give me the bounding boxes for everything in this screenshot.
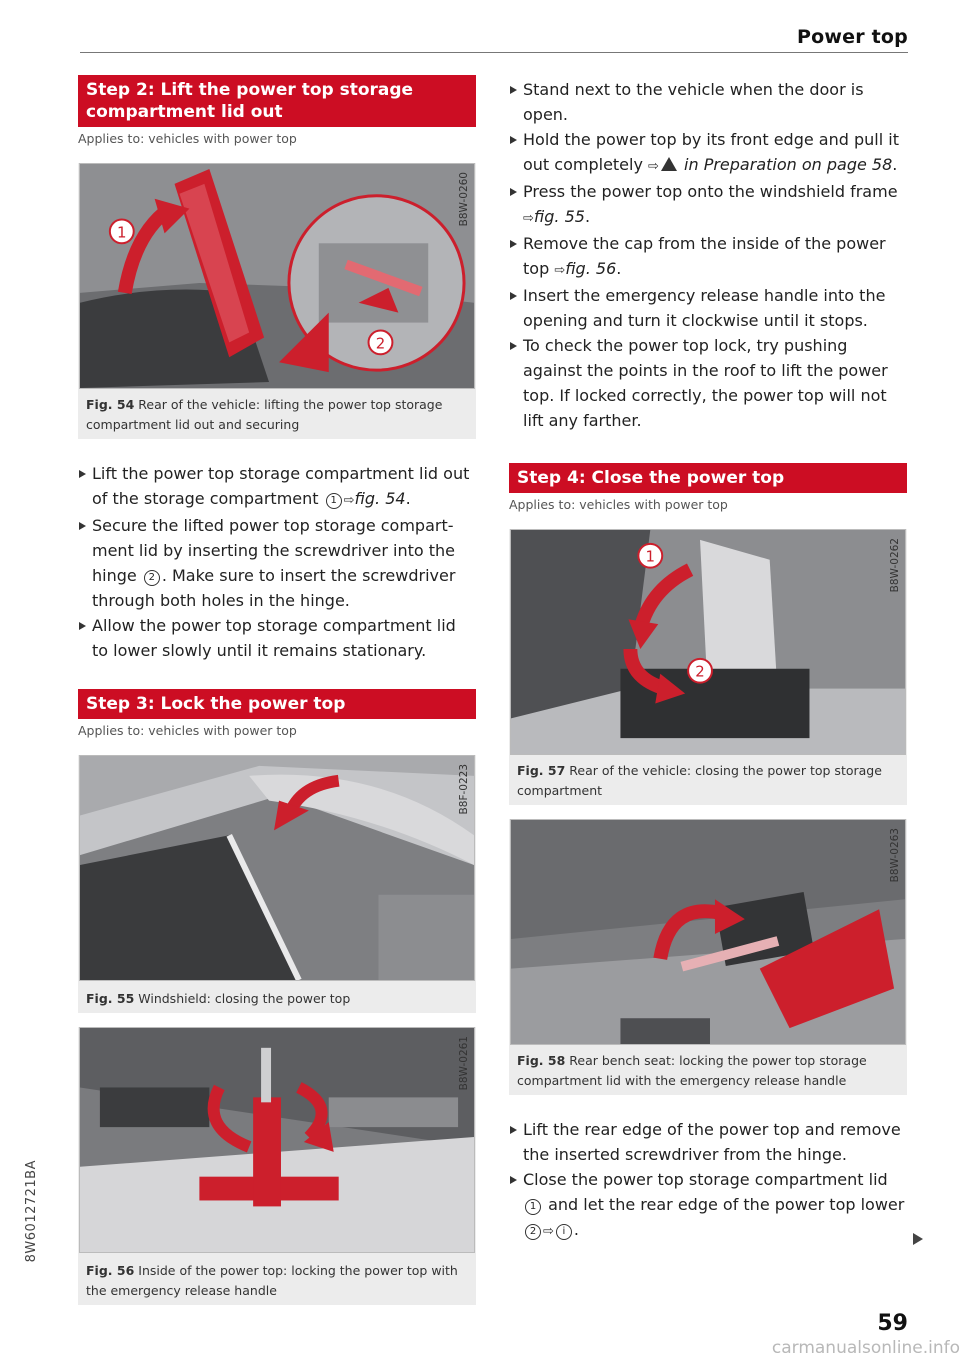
left-column bbox=[78, 75, 476, 1305]
list-item: Secure the lifted power top storage compart-ment lid by inserting the screwdriver into the hinge 2 . Make sure to insert the screwdriver through both holes in the hinge. bbox=[78, 513, 476, 613]
list-item: Lift the rear edge of the power top and remove the inserted screwdriver from the hinge. bbox=[509, 1117, 907, 1167]
callout-2-fig54: 2 bbox=[375, 334, 386, 353]
figure-56-caption bbox=[78, 1253, 476, 1305]
figure-58 bbox=[509, 819, 907, 1095]
step4-bullets bbox=[509, 1117, 907, 1244]
figure-58-label: Fig. 58 bbox=[517, 1053, 566, 1068]
figure-55 bbox=[78, 755, 476, 1013]
figure-57-label: Fig. 57 bbox=[517, 763, 566, 778]
reference-arrow-icon: ⇨ bbox=[523, 211, 534, 226]
figure-56 bbox=[78, 1027, 476, 1305]
figure-link[interactable]: fig. 56 bbox=[565, 259, 617, 278]
page-header-title: Power top bbox=[797, 26, 908, 48]
header-divider bbox=[80, 52, 908, 53]
figure-54-image bbox=[79, 163, 475, 389]
reference-arrow-icon: ⇨ bbox=[543, 1224, 554, 1239]
figure-54-label: Fig. 54 bbox=[86, 397, 135, 412]
step3-applies: Applies to: vehicles with power top bbox=[78, 723, 297, 738]
callout-ref-2: 2 bbox=[525, 1224, 541, 1240]
figure-57-caption bbox=[509, 755, 907, 805]
step4-applies: Applies to: vehicles with power top bbox=[509, 497, 728, 512]
list-item: Close the power top storage compartment lid 1 and let the rear edge of the power top lower 2 ⇨ i . bbox=[509, 1167, 907, 1244]
step2-applies: Applies to: vehicles with power top bbox=[78, 131, 297, 146]
list-item: To check the power top lock, try pushing against the points in the roof to lift the power top. If locked correctly, the power top will not lift any farther. bbox=[509, 333, 907, 433]
figure-54-code: B8W-0260 bbox=[458, 172, 470, 227]
list-item: Insert the emergency release handle into the opening and turn it clockwise until it stops. bbox=[509, 283, 907, 333]
figure-58-code: B8W-0263 bbox=[889, 828, 901, 883]
warning-icon bbox=[661, 157, 677, 171]
list-item: Lift the power top storage compartment lid out of the storage compartment 1 ⇨fig. 54. bbox=[78, 461, 476, 513]
list-item: Hold the power top by its front edge and pull it out completely ⇨ in Preparation on page 58. bbox=[509, 127, 907, 179]
list-item: Stand next to the vehicle when the door is open. bbox=[509, 77, 907, 127]
figure-56-label: Fig. 56 bbox=[86, 1263, 135, 1278]
figure-55-image bbox=[79, 755, 475, 981]
step2-heading: Step 2: Lift the power top storage compartment lid out bbox=[78, 75, 476, 127]
page-number: 59 bbox=[877, 1311, 908, 1336]
figure-55-caption-text: Windshield: closing the power top bbox=[138, 991, 351, 1006]
step2-bullets bbox=[78, 461, 476, 663]
figure-link[interactable]: fig. 54 bbox=[354, 489, 406, 508]
figure-55-code: B8F-0223 bbox=[458, 764, 470, 815]
callout-1-fig54: 1 bbox=[117, 223, 127, 242]
page-link[interactable]: in Preparation on page 58 bbox=[684, 155, 893, 174]
info-icon[interactable]: i bbox=[556, 1224, 572, 1240]
step4-heading: Step 4: Close the power top bbox=[509, 463, 907, 493]
reference-arrow-icon: ⇨ bbox=[554, 263, 566, 278]
figure-54-caption bbox=[78, 389, 476, 439]
callout-2-fig57: 2 bbox=[695, 662, 705, 681]
watermark: carmanualsonline.info bbox=[771, 1338, 960, 1358]
continue-arrow-icon bbox=[913, 1233, 923, 1245]
step3-bullets bbox=[509, 77, 907, 433]
figure-54-caption-text: Rear of the vehicle: lifting the power top storage compartment lid out and securing bbox=[86, 397, 443, 432]
list-item: Press the power top onto the windshield frame ⇨fig. 55. bbox=[509, 179, 907, 231]
callout-1-fig57: 1 bbox=[645, 547, 656, 566]
figure-55-caption bbox=[78, 981, 476, 1013]
figure-56-image bbox=[79, 1027, 475, 1253]
reference-arrow-icon: ⇨ bbox=[648, 159, 659, 174]
figure-56-caption-text: Inside of the power top: locking the power top with the emergency release handle bbox=[86, 1263, 458, 1298]
right-column bbox=[509, 77, 907, 1244]
figure-56-code: B8W-0261 bbox=[458, 1036, 470, 1091]
document-code: 8W6012721BA bbox=[24, 1160, 39, 1263]
reference-arrow-icon: ⇨ bbox=[343, 493, 355, 508]
figure-54 bbox=[78, 163, 476, 439]
list-item: Remove the cap from the inside of the power top ⇨fig. 56. bbox=[509, 231, 907, 283]
figure-57-image bbox=[510, 529, 906, 755]
callout-ref-1: 1 bbox=[326, 493, 342, 509]
figure-link[interactable]: fig. 55 bbox=[533, 207, 585, 226]
figure-57 bbox=[509, 529, 907, 805]
figure-57-caption-text: Rear of the vehicle: closing the power top storage compartment bbox=[517, 763, 882, 798]
figure-57-code: B8W-0262 bbox=[889, 538, 901, 593]
figure-58-caption-text: Rear bench seat: locking the power top storage compartment lid with the emergency release handle bbox=[517, 1053, 867, 1088]
step3-heading: Step 3: Lock the power top bbox=[78, 689, 476, 719]
figure-58-caption bbox=[509, 1045, 907, 1095]
list-item: Allow the power top storage compartment lid to lower slowly until it remains stationary. bbox=[78, 613, 476, 663]
figure-55-label: Fig. 55 bbox=[86, 991, 135, 1006]
callout-ref-2: 2 bbox=[144, 570, 160, 586]
callout-ref-1: 1 bbox=[525, 1199, 541, 1215]
figure-58-image bbox=[510, 819, 906, 1045]
